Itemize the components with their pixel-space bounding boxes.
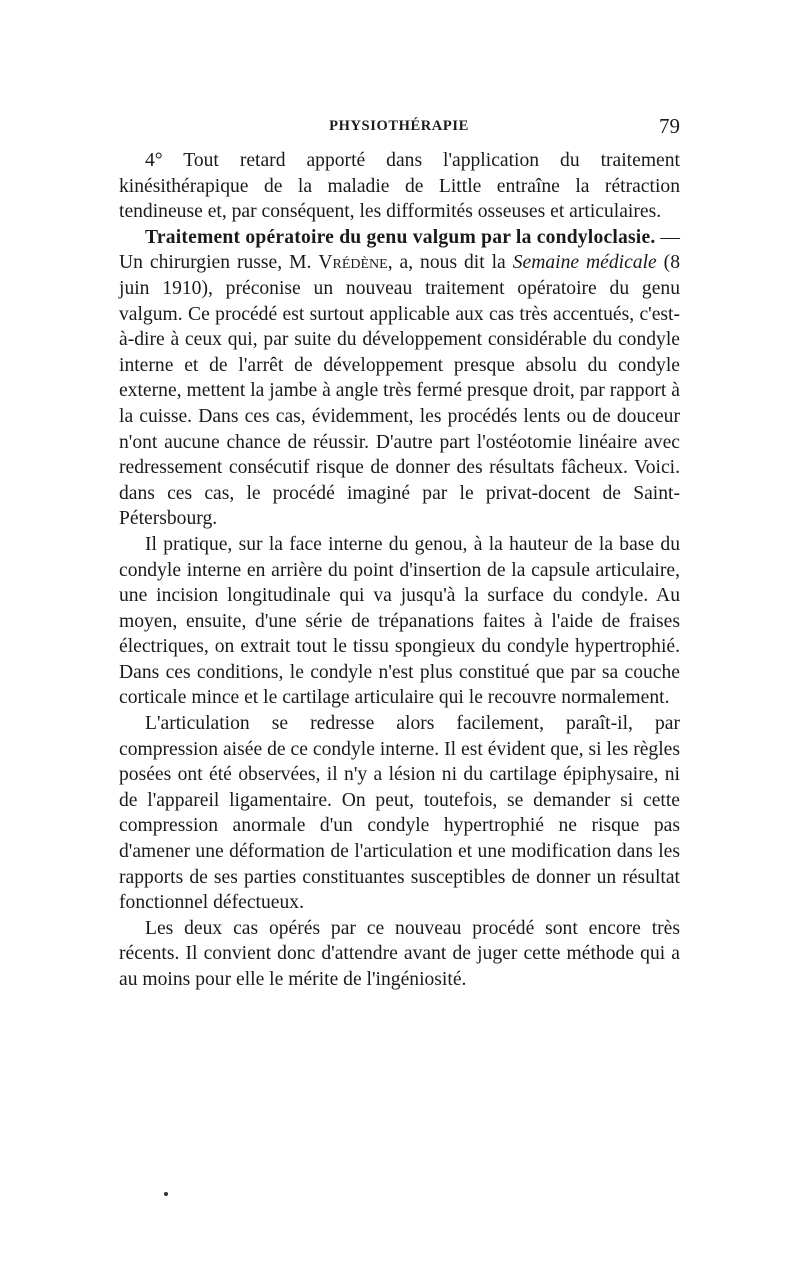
running-head bbox=[118, 116, 680, 140]
author-name: Vrédène bbox=[318, 252, 388, 274]
paragraph-4: L'articulation se redresse alors facilement, paraît-il, par compression aisée de ce condyle interne. Il est évident que, si les règles posées ont été observées, il n'y a lésion ni du cartilage épiphysaire, ni de l'appareil ligamentaire. On peut, toutefois, se demander si cette compression anormale d'un condyle hypertrophié ne risque pas d'amener une déformation de l'articulation et une modification dans les rapports de ses parties constituantes susceptibles de donner un résultat fonctionnel défectueux. bbox=[119, 713, 680, 914]
paragraph-3: Il pratique, sur la face interne du genou, à la hauteur de la base du condyle interne en arrière du point d'insertion de la capsule articulaire, une incision longitudinale qui va jusqu'à la surface du condyle. Au moyen, ensuite, d'une série de trépanations faites à l'aide de fraises électriques, on extrait tout le tissu spongieux du condyle hypertrophié. Dans ces conditions, le condyle n'est plus constitué que par sa couche corticale mince et le cartilage articulaire qui le recouvre normalement. bbox=[119, 533, 680, 709]
page-number: 79 bbox=[659, 114, 680, 138]
body-text bbox=[119, 148, 680, 993]
paragraph-2 bbox=[119, 225, 680, 532]
section-title: Traitement opératoire du genu valgum par la condyloclasie. bbox=[145, 226, 656, 248]
paragraph-2-lead: — Un chirurgien russe, M. bbox=[119, 226, 680, 274]
paragraph-2-rest: (8 juin 1910), préconise un nouveau traitement opératoire du genu valgum. Ce procédé est surtout applicable aux cas très accentués, c'est-à-dire à ceux qui, par suite du développement considérable du condyle interne et de l'arrêt de développement presque absolu du condyle externe, mettent la jambe à angle très fermé presque droit, par rapport à la cuisse. Dans ces cas, évidemment, les procédés lents ou de douceur n'ont aucune chance de réussir. D'autre part l'ostéotomie linéaire avec redressement consécutif risque de donner des résultats fâcheux. Voici. dans ces cas, le procédé imaginé par le privat-docent de Saint-Pétersbourg. bbox=[119, 252, 680, 530]
ink-speck bbox=[164, 1192, 168, 1196]
paragraph-1: 4° Tout retard apporté dans l'application du traitement kinésithérapique de la maladie de Little entraîne la rétraction tendineuse et, par conséquent, les difformités osseuses et articulaires. bbox=[119, 150, 680, 223]
paragraph-2-mid: , a, nous dit la bbox=[387, 252, 506, 274]
running-title: PHYSIOTHÉRAPIE bbox=[329, 118, 469, 134]
paragraph-5: Les deux cas opérés par ce nouveau procédé sont encore très récents. Il convient donc d'attendre avant de juger cette méthode qui a au moins pour elle le mérite de l'ingéniosité. bbox=[119, 917, 680, 990]
journal-title: Semaine médicale bbox=[512, 252, 657, 274]
